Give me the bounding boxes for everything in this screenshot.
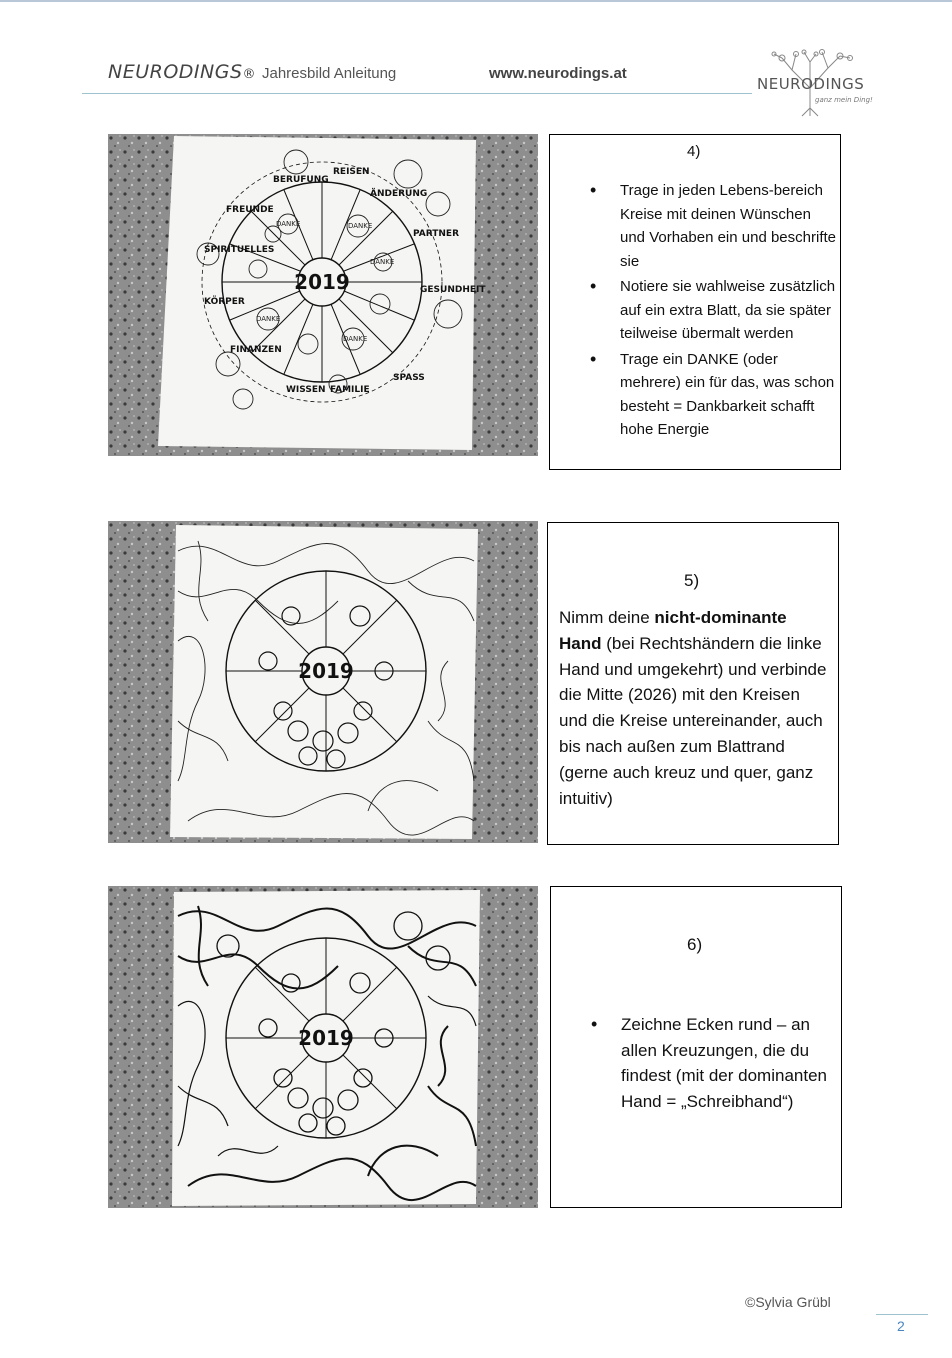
- photo1-area-label: ÄNDERUNG: [370, 189, 428, 199]
- logo-tagline: ganz mein Ding!: [815, 96, 873, 104]
- copyright-notice: ©Sylvia Grübl: [745, 1294, 831, 1310]
- step-number: 4): [687, 143, 701, 160]
- photo1-area-label: REISEN: [333, 167, 370, 177]
- photo1-area-label: BERUFUNG: [273, 175, 329, 185]
- photo1-danke-label: DANKE: [276, 220, 301, 228]
- photo1-area-label: SPIRITUELLES: [204, 245, 275, 255]
- photo1-area-label: FAMILIE: [330, 385, 370, 395]
- step5-box: [547, 522, 839, 845]
- photo1-danke-label: DANKE: [348, 222, 373, 230]
- step-number: 6): [687, 935, 703, 954]
- photo1-area-label: GESUNDHEIT: [420, 285, 486, 295]
- step-number: 5): [684, 571, 700, 590]
- list-item: • Trage ein DANKE (oder mehrere) ein für das, was schon besteht = Dankbarkeit schafft hohe Energie: [590, 348, 838, 442]
- photo1-area-label: SPASS: [393, 373, 425, 383]
- top-border: [0, 0, 952, 2]
- step4-bullet-list: [590, 179, 838, 444]
- step5-photo: [108, 521, 538, 843]
- list-item: • Notiere sie wahlweise zusätzlich auf ein extra Blatt, da sie später teilweise übermalt werden: [590, 275, 838, 346]
- logo-text: NEURODINGS: [757, 75, 865, 93]
- footer-rule: [876, 1314, 928, 1315]
- photo1-danke-label: DANKE: [370, 258, 395, 266]
- website-link[interactable]: www.neurodings.at: [489, 65, 627, 82]
- photo1-center-label: 2019: [294, 270, 350, 294]
- photo1-area-label: FINANZEN: [230, 345, 282, 355]
- photo1-area-label: KÖRPER: [204, 297, 245, 307]
- photo3-center-label: 2019: [298, 1026, 354, 1050]
- step4-box: [549, 134, 841, 470]
- photo1-area-label: PARTNER: [413, 229, 460, 239]
- brand-name: NEURODINGS®: [108, 61, 257, 83]
- list-item: • Zeichne Ecken rund – an allen Kreuzungen, die du findest (mit der dominanten Hand = „Schreibhand“): [591, 1012, 836, 1114]
- step4-photo: [108, 134, 538, 456]
- list-item: • Trage in jeden Lebens-bereich Kreise mit deinen Wünschen und Vorhaben ein und beschrifte sie: [590, 179, 838, 273]
- header-rule: [82, 93, 752, 94]
- photo2-center-label: 2019: [298, 659, 354, 683]
- step6-photo: [108, 886, 538, 1208]
- photo1-danke-label: DANKE: [343, 335, 368, 343]
- document-title: Jahresbild Anleitung: [262, 65, 397, 82]
- photo1-danke-label: DANKE: [256, 315, 281, 323]
- step5-instruction: Nimm deine nicht-dominante Hand (bei Rechtshändern die linke Hand und umgekehrt) und verbinde die Mitte (2026) mit den Kreisen und die Kreise untereinander, auch bis nach außen zum Blattrand (gerne auch kreuz und quer, ganz intuitiv): [559, 608, 827, 808]
- page-number: 2: [897, 1318, 905, 1334]
- step6-bullet-list: [591, 1012, 836, 1114]
- photo1-area-label: WISSEN: [286, 385, 326, 395]
- photo1-area-label: FREUNDE: [226, 205, 274, 215]
- step6-box: [550, 886, 842, 1208]
